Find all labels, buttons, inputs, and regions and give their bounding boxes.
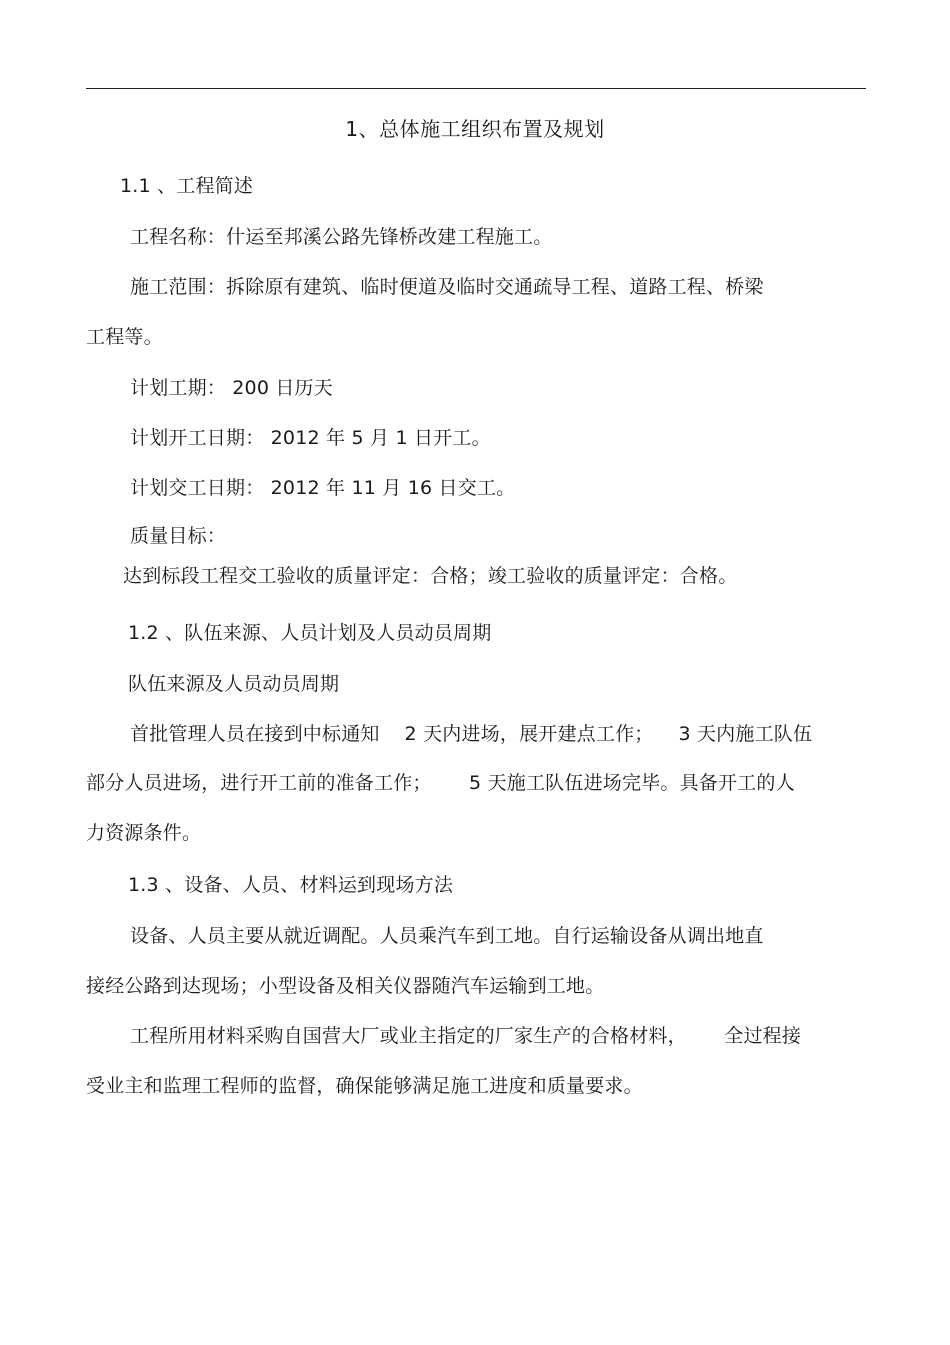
mobilization-line-2: 部分人员进场，进行开工前的准备工作； 5 天施工队伍进场完毕。具备开工的人: [86, 772, 795, 794]
scope-line-2: 工程等。: [86, 326, 163, 348]
planned-completion-line: 计划交工日期： 2012 年 11 月 16 日交工。: [130, 477, 516, 499]
mobilization-line-1: 首批管理人员在接到中标通知 2 天内进场，展开建点工作； 3 天内施工队伍: [130, 723, 813, 745]
team-source-heading: 队伍来源及人员动员周期: [128, 673, 340, 695]
subsection-heading-1-3: 1.3 、设备、人员、材料运到现场方法: [128, 874, 454, 896]
quality-target-line: 达到标段工程交工验收的质量评定：合格；竣工验收的质量评定：合格。: [123, 565, 738, 587]
scope-line-1: 施工范围：拆除原有建筑、临时便道及临时交通疏导工程、道路工程、桥梁: [130, 276, 764, 298]
subsection-heading-1-2: 1.2 、队伍来源、人员计划及人员动员周期: [128, 622, 492, 644]
mobilization-line-3: 力资源条件。: [86, 822, 202, 844]
top-rule: [86, 88, 866, 89]
equipment-line-2: 接经公路到达现场；小型设备及相关仪器随汽车运输到工地。: [86, 975, 605, 997]
project-name-line: 工程名称：什运至邦溪公路先锋桥改建工程施工。: [130, 226, 553, 248]
section-title: 1、总体施工组织布置及规划: [345, 117, 605, 141]
materials-line-2: 受业主和监理工程师的监督，确保能够满足施工进度和质量要求。: [86, 1075, 643, 1097]
planned-start-line: 计划开工日期： 2012 年 5 月 1 日开工。: [130, 427, 491, 449]
materials-line-1: 工程所用材料采购自国营大厂或业主指定的厂家生产的合格材料， 全过程接: [130, 1025, 802, 1047]
quality-target-label: 质量目标：: [130, 525, 227, 547]
subsection-heading-1-1: 1.1 、工程简述: [120, 175, 254, 197]
equipment-line-1: 设备、人员主要从就近调配。人员乘汽车到工地。自行运输设备从调出地直: [130, 925, 764, 947]
planned-duration-line: 计划工期： 200 日历天: [130, 377, 333, 399]
